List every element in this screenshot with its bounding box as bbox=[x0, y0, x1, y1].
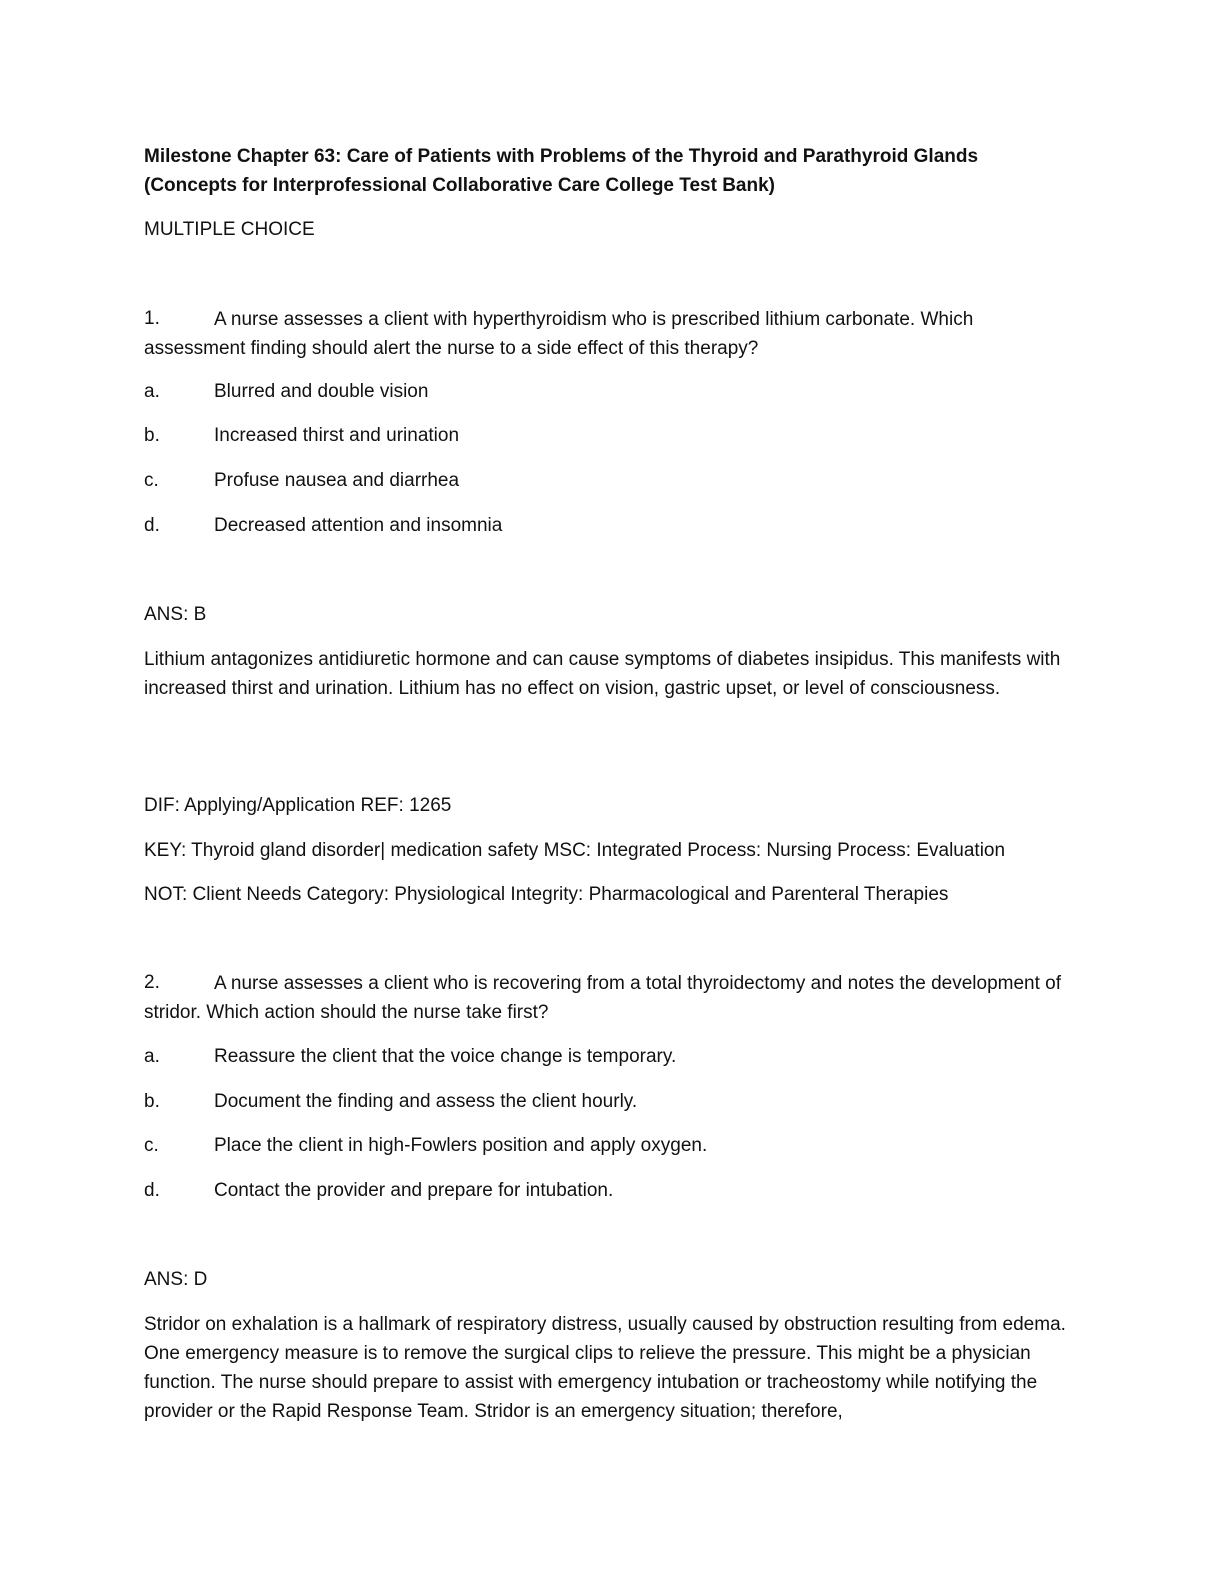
keywords: KEY: Thyroid gland disorder| medication safety MSC: Integrated Process: Nursing Process: Evaluation bbox=[144, 840, 1006, 861]
client-needs: NOT: Client Needs Category: Physiological Integrity: Pharmacological and Parenteral Therapies bbox=[144, 884, 949, 905]
section-heading: MULTIPLE CHOICE bbox=[144, 219, 315, 240]
option-text: Increased thirst and urination bbox=[214, 425, 460, 446]
option-b bbox=[144, 1088, 637, 1116]
question-text: A nurse assesses a client with hyperthyroidism who is prescribed lithium carbonate. Which assessment finding should alert the nurse to a side effect of this therapy? bbox=[144, 309, 974, 359]
option-letter: c. bbox=[144, 470, 159, 491]
option-a bbox=[144, 1043, 676, 1071]
option-text: Place the client in high-Fowlers position and apply oxygen. bbox=[214, 1135, 708, 1156]
option-letter: b. bbox=[144, 425, 160, 446]
option-b bbox=[144, 422, 459, 450]
option-letter: d. bbox=[144, 1180, 160, 1201]
question-text: A nurse assesses a client who is recovering from a total thyroidectomy and notes the development of stridor. Which action should the nurse take first? bbox=[144, 973, 1062, 1023]
question-number: 1. bbox=[144, 308, 160, 329]
rationale: Lithium antagonizes antidiuretic hormone and can cause symptoms of diabetes insipidus. This manifests with increased thirst and urination. Lithium has no effect on vision, gastric upset, or level of consciousness. bbox=[144, 649, 1061, 699]
option-letter: a. bbox=[144, 1046, 160, 1067]
option-c bbox=[144, 1132, 707, 1160]
option-letter: d. bbox=[144, 515, 160, 536]
question-number: 2. bbox=[144, 972, 160, 993]
option-letter: a. bbox=[144, 381, 160, 402]
option-a bbox=[144, 378, 428, 406]
option-d bbox=[144, 1177, 613, 1205]
option-text: Contact the provider and prepare for intubation. bbox=[214, 1180, 614, 1201]
option-letter: b. bbox=[144, 1091, 160, 1112]
difficulty-reference: DIF: Applying/Application REF: 1265 bbox=[144, 795, 452, 816]
document-title-line-2: (Concepts for Interprofessional Collaborative Care College Test Bank) bbox=[144, 175, 775, 196]
option-d bbox=[144, 512, 502, 540]
option-text: Blurred and double vision bbox=[214, 381, 429, 402]
option-text: Reassure the client that the voice change is temporary. bbox=[214, 1046, 677, 1067]
option-text: Profuse nausea and diarrhea bbox=[214, 470, 460, 491]
answer-key: ANS: D bbox=[144, 1269, 208, 1290]
rationale: Stridor on exhalation is a hallmark of respiratory distress, usually caused by obstruction resulting from edema. One emergency measure is to remove the surgical clips to relieve the pressure. This might be a physician function. The nurse should prepare to assist with emergency intubation or tracheostomy while notifying the provider or the Rapid Response Team. Stridor is an emergency situation; therefore, bbox=[144, 1314, 1066, 1422]
option-c bbox=[144, 467, 459, 495]
option-text: Decreased attention and insomnia bbox=[214, 515, 503, 536]
document-title-line-1: Milestone Chapter 63: Care of Patients with Problems of the Thyroid and Parathyroid Glands bbox=[144, 146, 979, 167]
option-letter: c. bbox=[144, 1135, 159, 1156]
answer-key: ANS: B bbox=[144, 604, 207, 625]
option-text: Document the finding and assess the client hourly. bbox=[214, 1091, 638, 1112]
